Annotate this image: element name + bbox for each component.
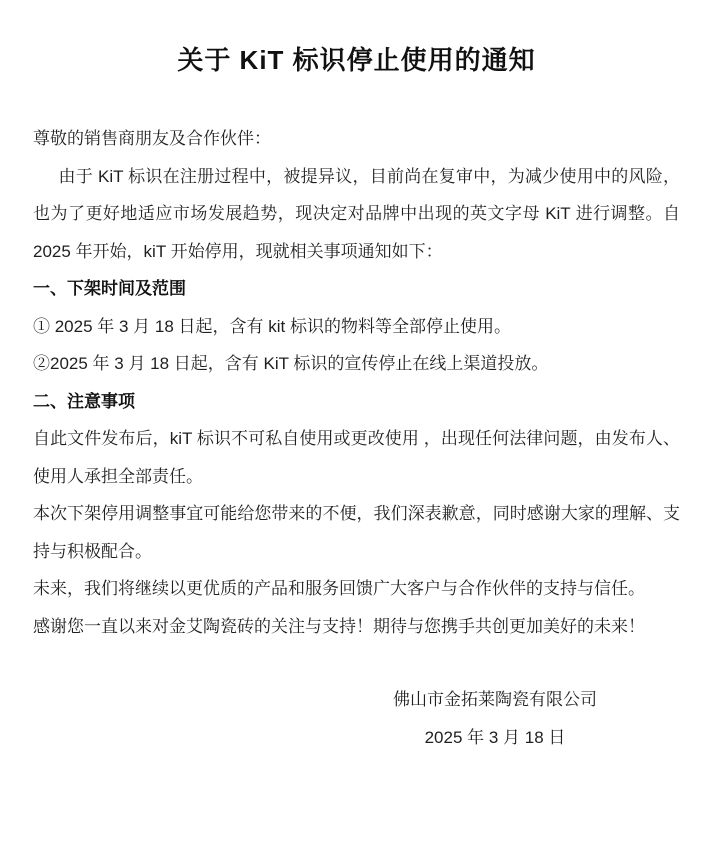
section1-item-1: ① 2025 年 3 月 18 日起，含有 kit 标识的物料等全部停止使用。 <box>33 316 511 336</box>
signature-block <box>330 681 660 756</box>
signature-date: 2025 年 3 月 18 日 <box>424 727 566 747</box>
section2-paragraph-3: 未来，我们将继续以更优质的产品和服务回馈广大客户与合作伙伴的支持与信任。 <box>33 579 645 598</box>
section1-item-2: ②2025 年 3 月 18 日起，含有 KiT 标识的宣传停止在线上渠道投放。 <box>33 354 549 373</box>
intro-paragraph: 由于 KiT 标识在注册过程中，被提异议，目前尚在复审中，为减少使用中的风险，也为了更好地适应市场发展趋势，现决定对品牌中出现的英文字母 KiT 进行调整。自 2025 年开始，kiT 开始停用，现就相关事项通知如下： <box>33 166 680 261</box>
section2-paragraph-1: 自此文件发布后，kiT 标识不可私自使用或更改使用 ，出现任何法律问题，由发布人、使用人承担全部责任。 <box>33 429 680 486</box>
section2-heading: 二、注意事项 <box>33 391 135 411</box>
signature-company: 佛山市金拓莱陶瓷有限公司 <box>393 690 597 709</box>
section2-paragraph-4: 感谢您一直以来对金艾陶瓷砖的关注与支持！期待与您携手共创更加美好的未来！ <box>33 616 645 636</box>
salutation-line: 尊敬的销售商朋友及合作伙伴： <box>33 129 271 148</box>
document-body <box>33 120 680 756</box>
section2-paragraph-2: 本次下架停用调整事宜可能给您带来的不便，我们深表歉意，同时感谢大家的理解、支持与积极配合。 <box>33 504 680 561</box>
notice-document <box>0 42 713 868</box>
page-title: 关于 KiT 标识停止使用的通知 <box>177 45 536 75</box>
section1-heading: 一、下架时间及范围 <box>33 279 186 298</box>
